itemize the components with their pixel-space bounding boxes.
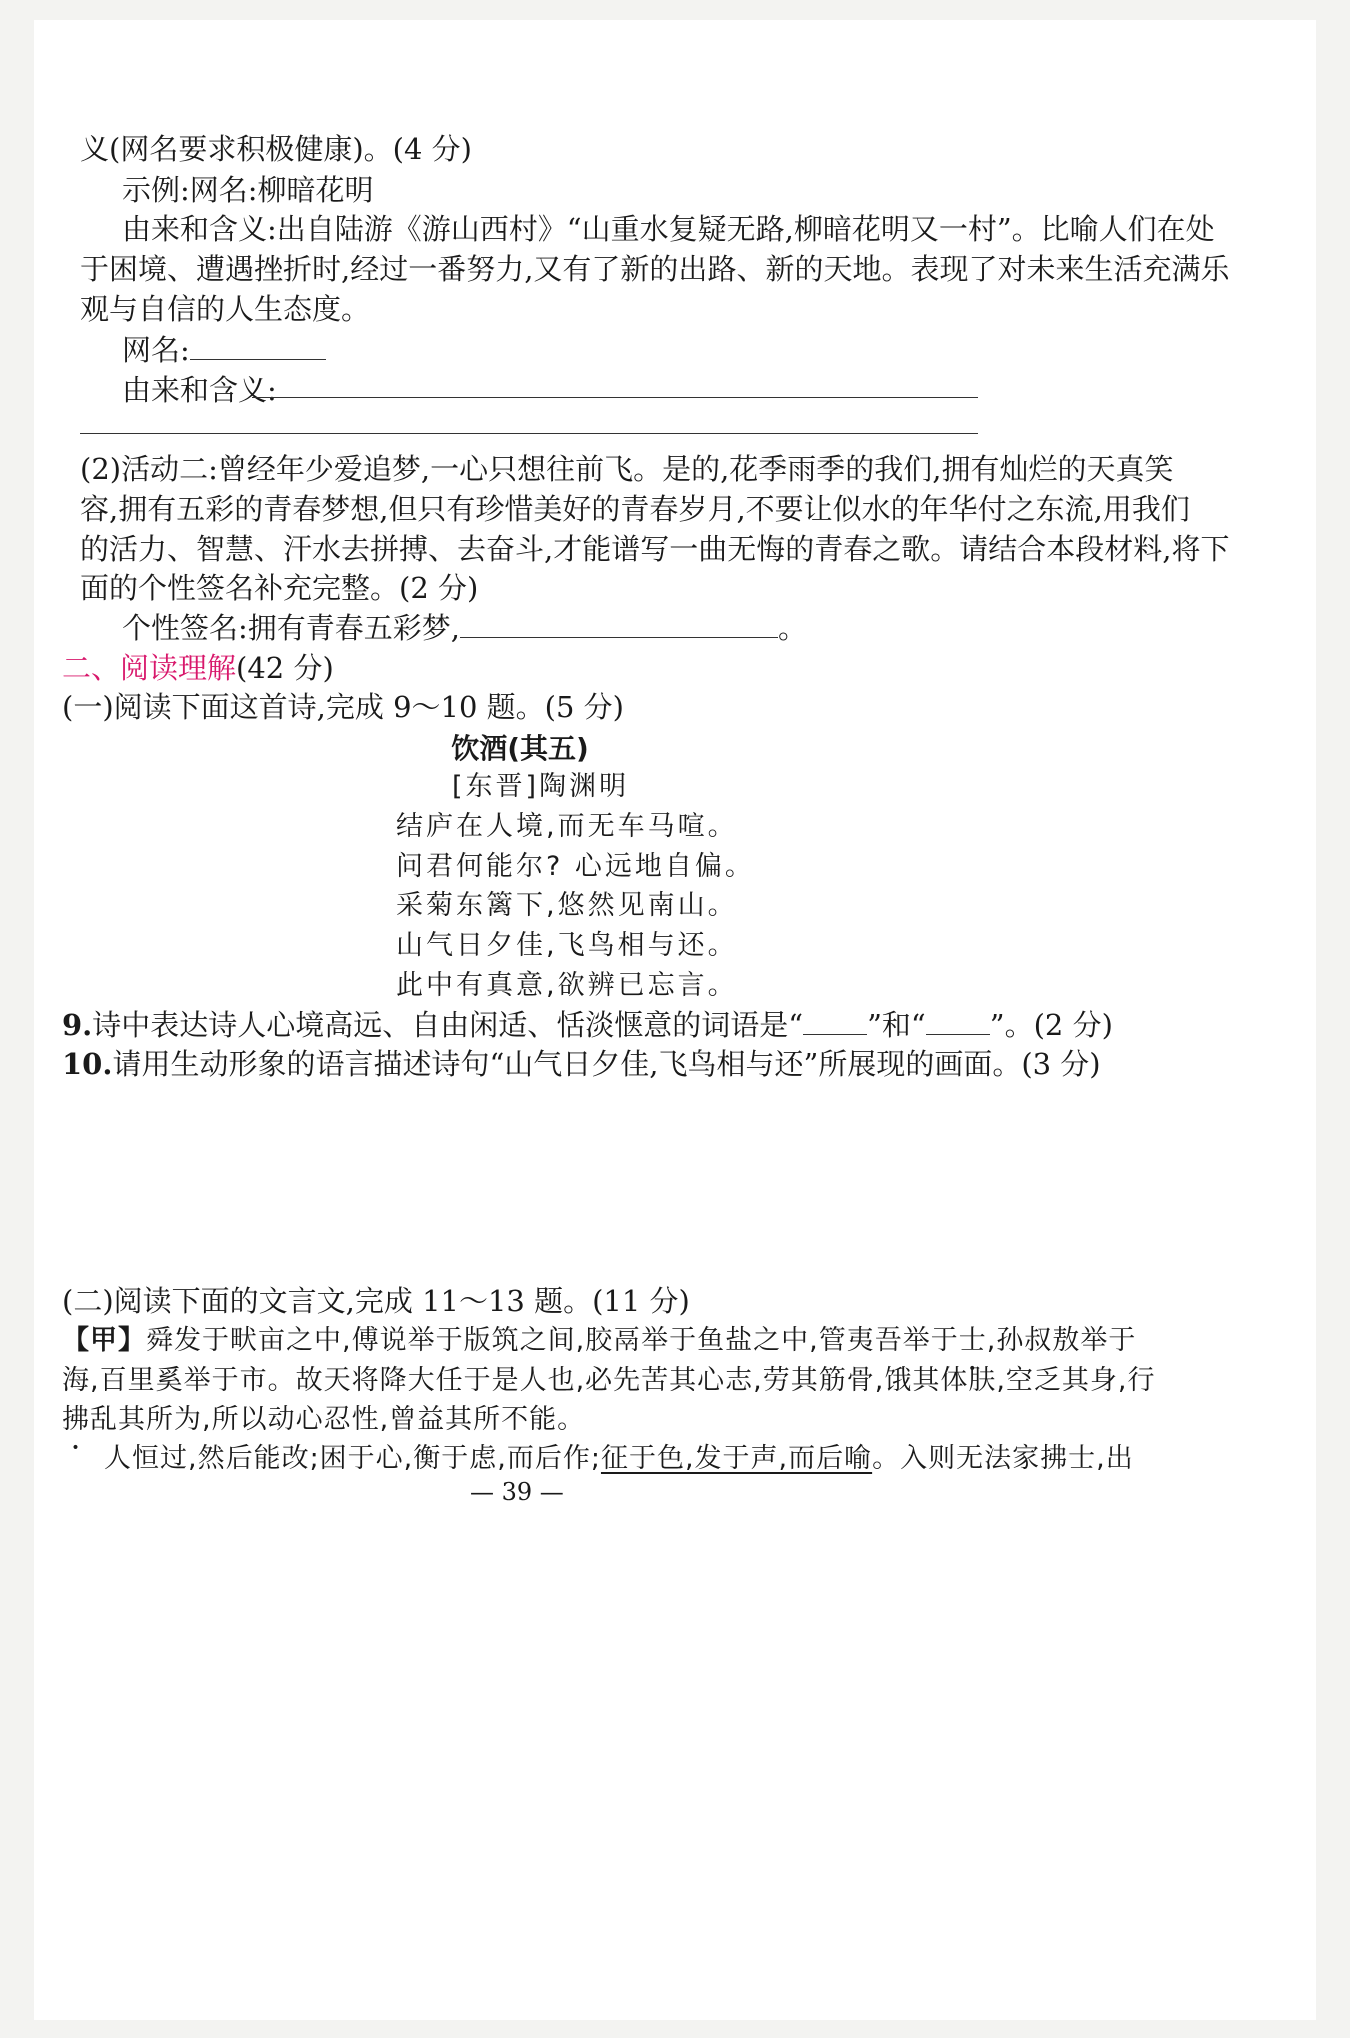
activity2-line-3: 的活力、智慧、汗水去拼搏、去奋斗,才能谱写一曲无悔的青春之歌。请结合本段材料,将下 <box>80 532 1230 566</box>
question-continuation: 义(网名要求积极健康)。(4 分) <box>80 132 472 166</box>
question-10-number: 10. <box>62 1047 113 1081</box>
poem-line: 此中有真意,欲辨已忘言。 <box>396 970 738 1001</box>
meaning-answer-row <box>122 372 277 408</box>
question-10-answer-area[interactable] <box>62 1090 978 1270</box>
page-number: — 39 — <box>470 1478 564 1506</box>
activity2-line-1: (2)活动二:曾经年少爱追梦,一心只想往前飞。是的,花季雨季的我们,拥有灿烂的天真笑 <box>80 452 1174 486</box>
classical-text: ,孙叔敖举于 <box>986 1325 1137 1356</box>
question-9-number: 9. <box>62 1008 93 1042</box>
signature-blank[interactable] <box>460 615 778 638</box>
question-9-text-c: ”。(2 分) <box>989 1008 1113 1042</box>
poem-line: 采菊东篱下,悠然见南山。 <box>396 890 738 921</box>
signature-end: 。 <box>778 611 808 645</box>
origin-line-3: 观与自信的人生态度。 <box>80 292 371 326</box>
emphasis-char: 拂 <box>62 1404 90 1435</box>
classical-line-2: 海,百里奚举于市。故天将降大任于是人也,必先苦其心志,劳其筋骨,饿其体肤,空乏其身,行 <box>62 1365 1156 1396</box>
poem-author: [东晋]陶渊明 <box>452 771 630 802</box>
section-score: (42 分) <box>236 651 334 685</box>
classical-line-3 <box>62 1402 585 1438</box>
underlined-sentence: 征于色,发于声,而后喻 <box>600 1443 873 1474</box>
part2-intro: (二)阅读下面的文言文,完成 11～13 题。(11 分) <box>62 1284 690 1318</box>
signature-answer-row <box>122 610 807 646</box>
poem-line: 问君何能尔? 心远地自偏。 <box>396 851 755 882</box>
classical-text: 舜发于畎亩之中,傅说举于版筑之间,胶鬲举于鱼盐之中,管夷吾举于 <box>146 1325 959 1356</box>
origin-line-2: 于困境、遭遇挫折时,经过一番努力,又有了新的出路、新的天地。表现了对未来生活充满乐 <box>80 252 1230 286</box>
question-9-blank-1[interactable] <box>803 1012 867 1035</box>
question-9-text-a: 诗中表达诗人心境高远、自由闲适、恬淡惬意的词语是“ <box>92 1008 804 1042</box>
question-10-text: 请用生动形象的语言描述诗句“山气日夕佳,飞鸟相与还”所展现的画面。(3 分) <box>112 1047 1101 1081</box>
emphasis-char: 士 <box>958 1325 987 1356</box>
meaning-blank-1[interactable] <box>252 397 978 398</box>
classical-line-4 <box>104 1441 1134 1477</box>
classical-text: 。入则无法家拂士,出 <box>872 1443 1134 1474</box>
classical-line-1 <box>62 1323 1136 1359</box>
netname-answer-row <box>122 332 326 368</box>
netname-blank[interactable] <box>190 337 326 360</box>
origin-line-1: 由来和含义:出自陆游《游山西村》“山重水复疑无路,柳暗花明又一村”。比喻人们在处 <box>122 212 1215 246</box>
reading-heading-row <box>62 650 334 686</box>
activity2-line-4: 面的个性签名补充完整。(2 分) <box>80 571 479 605</box>
question-9-blank-2[interactable] <box>926 1012 990 1035</box>
poem-line: 结庐在人境,而无车马喧。 <box>396 811 738 842</box>
activity2-line-2: 容,拥有五彩的青春梦想,但只有珍惜美好的青春岁月,不要让似水的年华付之东流,用我们 <box>80 492 1190 526</box>
part1-intro: (一)阅读下面这首诗,完成 9～10 题。(5 分) <box>62 690 624 724</box>
signature-label: 个性签名:拥有青春五彩梦, <box>122 611 460 645</box>
meaning-blank-2[interactable] <box>80 433 978 434</box>
passage-tag: 【甲】 <box>62 1325 146 1356</box>
poem-line: 山气日夕佳,飞鸟相与还。 <box>396 930 738 961</box>
netname-label: 网名: <box>122 333 190 367</box>
example-netname: 示例:网名:柳暗花明 <box>122 173 374 207</box>
question-9 <box>62 1007 1113 1043</box>
meaning-label: 由来和含义: <box>122 373 277 407</box>
poem-title: 饮酒(其五) <box>451 732 589 765</box>
question-10 <box>62 1046 1101 1082</box>
question-9-text-b: ”和“ <box>867 1008 926 1042</box>
classical-text: 人恒过,然后能改;困于心,衡于虑,而后作; <box>104 1443 601 1474</box>
classical-text: 乱其所为,所以动心忍性,曾益其所不能。 <box>90 1404 586 1435</box>
section-heading: 二、阅读理解 <box>62 651 237 685</box>
